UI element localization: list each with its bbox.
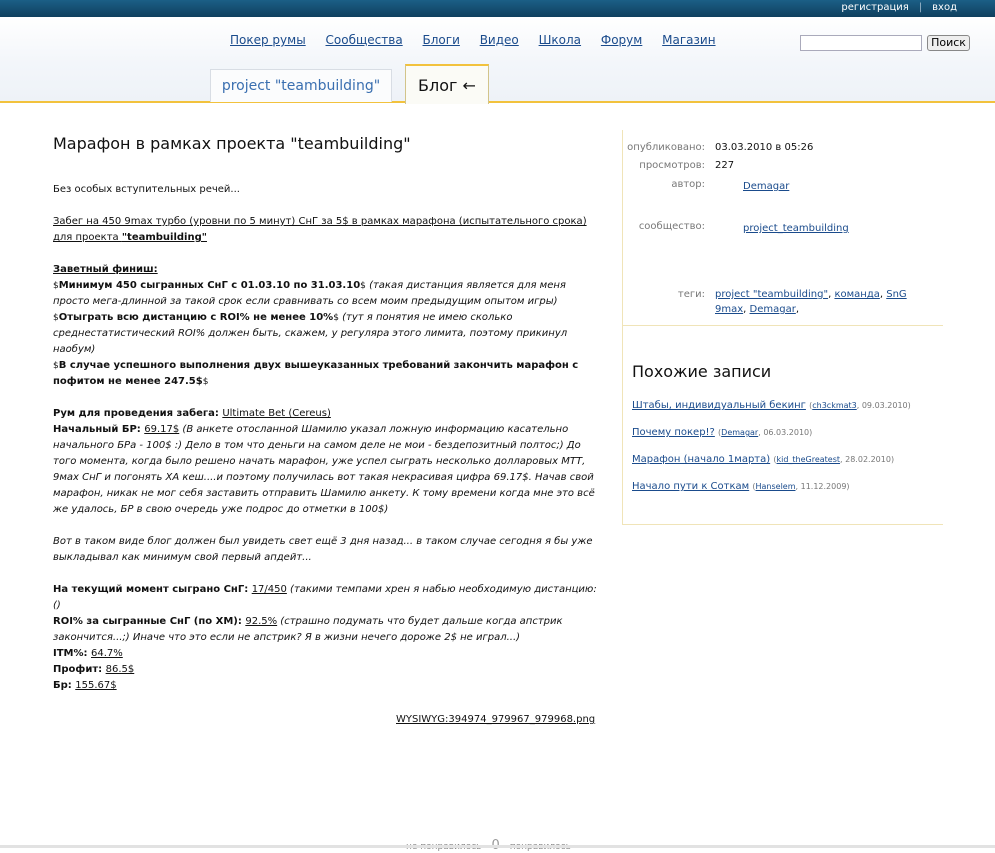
nav-item-poker-rooms[interactable]: Покер румы (230, 33, 306, 47)
profit-value: 86.5$ (105, 664, 135, 675)
post-intro: Без особых вступительных речей... (53, 184, 240, 195)
nav-item-forum[interactable]: Форум (600, 33, 643, 47)
image-link[interactable]: WYSIWYG:394974_979967_979968.png (396, 714, 596, 725)
dollar-icon: $ (53, 281, 59, 291)
dollar-icon: $ (53, 361, 59, 371)
similar-item-date: 09.03.2010 (861, 401, 908, 410)
itm-label: ITM%: (53, 648, 91, 659)
site-header (0, 17, 995, 103)
sidebar (622, 130, 943, 525)
itm-line (53, 646, 598, 662)
br-note: (В анкете отосланной Шамилю указал ложную информацию касательно начального БРа - 100$ :) Дело в том что деньги на самом деле не мои - бездепозитный полтос;) До того момента, когда было решено начать марафон, уже успел сыграть несколько долларовых МТТ, 9мах СнГ и погонять ХА кеш....и поэтому получилась вот такая некрасивая цифра 69.17$. Начав свой марафон, никак не мог себя заставить отправить Шамилю анкету. К тому времени когда мне это всё же удалось, БР в свою очередь уже подрос до отметки в 100$) (53, 424, 595, 515)
goal-2-text: Отыграть всю дистанцию с ROI% не менее 10% (58, 312, 334, 323)
published-value: 03.03.2010 в 05:26 (715, 142, 814, 153)
similar-item-link[interactable]: Начало пути к Соткам (632, 481, 750, 492)
sidebar-divider (623, 325, 943, 326)
finish-title: Заветный финиш: (53, 264, 158, 275)
roi-label: ROI% за сыгранные СнГ (по ХМ): (53, 616, 246, 627)
nav-item-shop[interactable]: Магазин (662, 33, 716, 47)
top-bar (0, 0, 995, 17)
goal-3-text: В случае успешного выполнения двух вышеуказанных требований закончить марафон с пофитом не менее 247.5$ (53, 360, 579, 387)
race-project: "teambuilding" (121, 232, 207, 243)
played-note: (такими темпами хрен я набью необходимую дистанцию:() (53, 584, 597, 611)
similar-item-author[interactable]: Demagar (721, 428, 759, 437)
tab-blog[interactable]: Блог ← (405, 64, 489, 104)
played-line (53, 582, 598, 614)
br-value: 69.17$ (144, 424, 180, 435)
goal-1-note: (такая дистанция является для меня просто мега-длинной за такой срок если сравнивать со всем моим предыдущим опытом игры) (53, 280, 566, 307)
bankroll-label: Бр: (53, 680, 76, 691)
late-note: Вот в таком виде блог должен был увидеть свет ещё 3 дня назад... в таком случае сегодня я бы уже выкладывал как минимум свой первый апдейт... (53, 536, 593, 563)
author-link[interactable]: Demagar (743, 181, 790, 192)
similar-item (632, 400, 911, 411)
nav-item-school[interactable]: Школа (538, 33, 582, 47)
goal-2 (53, 310, 598, 358)
nav-item-communities[interactable]: Сообщества (325, 33, 403, 47)
dollar-icon: $ (333, 313, 339, 323)
race-line: Забег на 450 9max турбо (уровни по 5 минут) СнГ за 5$ в рамках марафона (испытательного срока) для проекта (53, 216, 587, 243)
bankroll-start-line (53, 422, 598, 518)
similar-item (632, 427, 812, 438)
similar-item-author[interactable]: ch3ckmat3 (812, 401, 857, 410)
roi-value: 92.5% (245, 616, 278, 627)
views-value: 227 (715, 160, 735, 171)
tab-project[interactable]: project "teambuilding" (210, 69, 392, 102)
author-label: автор: (671, 179, 705, 190)
post-body (53, 133, 598, 694)
race-description (53, 214, 598, 246)
dollar-icon: $ (53, 313, 59, 323)
sidebar-bottom-divider (623, 524, 943, 525)
similar-item-date: 06.03.2010 (763, 428, 810, 437)
similar-item-date: 28.02.2010 (845, 455, 891, 464)
similar-item-meta: (kid_theGreatest, 28.02.2010) (773, 455, 895, 464)
tag-link[interactable]: команда (834, 289, 880, 300)
search-box (800, 32, 970, 51)
login-link[interactable]: вход (932, 2, 957, 13)
similar-item-author[interactable]: Hanselem (755, 482, 796, 491)
similar-item-date: 11.12.2009 (800, 482, 847, 491)
similar-item-meta: (ch3ckmat3, 09.03.2010) (809, 401, 911, 410)
goal-1-text: Минимум 450 сыгранных СнГ с 01.03.10 по 31.03.10 (58, 280, 361, 291)
tag-link[interactable]: Demagar (749, 304, 796, 315)
auth-links (841, 2, 957, 13)
similar-item-meta: (Demagar, 06.03.2010) (718, 428, 813, 437)
main-nav (230, 33, 732, 47)
similar-title: Похожие записи (632, 362, 772, 381)
tags-list: project "teambuilding", команда, SnG 9max, Demagar, (715, 289, 907, 315)
tags-label: теги: (677, 289, 705, 300)
similar-item (632, 481, 850, 492)
room-link[interactable]: Ultimate Bet (Cereus) (222, 408, 331, 419)
search-button[interactable]: Поиск (927, 35, 970, 51)
community-label: сообщество: (638, 221, 705, 232)
nav-item-blogs[interactable]: Блоги (422, 33, 460, 47)
search-input[interactable] (800, 35, 922, 51)
published-label: опубликовано: (627, 142, 705, 153)
goal-3 (53, 358, 598, 390)
nav-item-video[interactable]: Видео (479, 33, 519, 47)
post-title: Марафон в рамках проекта "teambuilding" (53, 134, 411, 153)
roi-line (53, 614, 598, 646)
similar-item-link[interactable]: Почему покер!? (632, 427, 715, 438)
room-label: Рум для проведения забега: (53, 408, 223, 419)
roi-note: (страшно подумать что будет дальше когда апстрик закончится...;) Иначе что это если не апстрик? Я в жизни нечего дороже 2$ не играл...) (53, 616, 563, 643)
played-value: 17/450 (251, 584, 287, 595)
tag-link[interactable]: SnG 9max (715, 289, 907, 315)
similar-item-link[interactable]: Марафон (начало 1марта) (632, 454, 771, 465)
profit-line (53, 662, 598, 678)
bankroll-line (53, 678, 598, 694)
dollar-icon: $ (202, 377, 209, 387)
community-link[interactable]: project_teambuilding (743, 223, 849, 234)
auth-separator: | (918, 2, 923, 13)
similar-item-author[interactable]: kid_theGreatest (776, 455, 841, 464)
register-link[interactable]: регистрация (841, 2, 909, 13)
similar-item (632, 454, 894, 465)
itm-value: 64.7% (91, 648, 123, 659)
dollar-icon: $ (360, 281, 366, 291)
goal-1 (53, 278, 598, 310)
views-label: просмотров: (639, 160, 705, 171)
tag-link[interactable]: project "teambuilding" (715, 289, 829, 300)
room-line (53, 406, 598, 422)
profit-label: Профит: (53, 664, 106, 675)
br-label: Начальный БР: (53, 424, 145, 435)
played-label: На текущий момент сыграно СнГ: (53, 584, 252, 595)
bankroll-value: 155.67$ (75, 680, 117, 691)
similar-item-meta: (Hanselem, 11.12.2009) (752, 482, 850, 491)
similar-item-link[interactable]: Штабы, индивидуальный бекинг (632, 400, 806, 411)
goal-2-note: (тут я понятия не имею сколько среднестатистический ROI% должен быть, скажем, у регуляра этого лимита, поэтому прикинул наобум) (53, 312, 568, 355)
